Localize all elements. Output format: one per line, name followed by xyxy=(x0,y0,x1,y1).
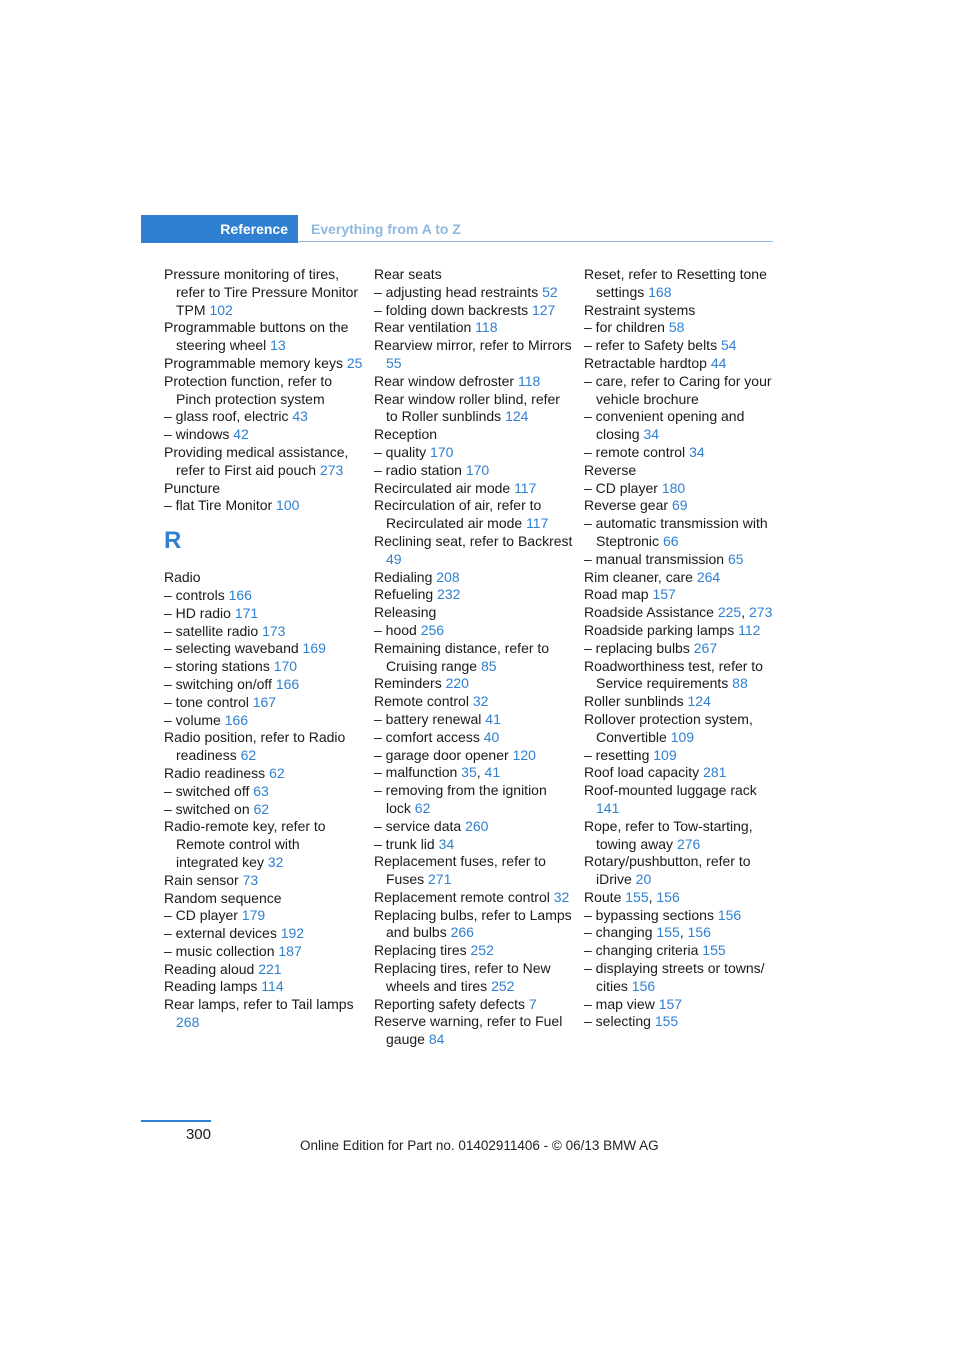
page-reference-link[interactable]: 20 xyxy=(635,871,652,888)
page-reference-link[interactable]: 117 xyxy=(526,515,549,532)
index-entry xyxy=(374,444,574,462)
index-entry-text: Rear lamps, refer to Tail lamps xyxy=(164,996,354,1013)
index-entry-text: Remote control xyxy=(374,693,469,710)
index-entry xyxy=(164,266,364,319)
index-entry xyxy=(584,302,784,320)
index-entry-text: – map view xyxy=(584,995,655,1012)
page-reference-link[interactable]: 55 xyxy=(386,354,402,371)
index-entry-text: Retractable hardtop xyxy=(584,354,707,371)
page-reference-link[interactable]: 252 xyxy=(470,942,494,959)
page-reference-link[interactable]: 34 xyxy=(643,426,660,443)
page-reference-link[interactable]: 118 xyxy=(475,319,498,336)
page-reference-link[interactable]: 187 xyxy=(278,942,302,959)
index-column-1 xyxy=(164,266,364,1032)
index-entry xyxy=(164,978,364,996)
page-reference-link[interactable]: 109 xyxy=(653,746,677,763)
page-reference-link[interactable]: 124 xyxy=(505,408,529,425)
index-entry-text: – HD radio xyxy=(164,604,231,621)
page-reference-link[interactable]: 252 xyxy=(491,977,515,994)
index-entry-text: – quality xyxy=(374,443,427,460)
index-entry xyxy=(584,853,784,889)
page-reference-link[interactable]: 85 xyxy=(480,657,497,674)
index-entry-text: Reset, refer to Resetting tone settings xyxy=(584,266,767,300)
index-column-3 xyxy=(584,266,784,1031)
index-entry xyxy=(164,497,364,515)
index-entry-text: – CD player xyxy=(584,479,658,496)
index-entry-text: – switching on/off xyxy=(164,675,272,692)
index-entry xyxy=(584,497,784,515)
index-entry xyxy=(374,640,574,676)
index-entry xyxy=(164,907,364,925)
page-reference-link[interactable]: 157 xyxy=(652,586,676,603)
index-entry-text: Replacing bulbs, refer to Lamps and bulbs xyxy=(374,906,572,941)
index-entry-text: – garage door opener xyxy=(374,746,509,763)
page-reference-link[interactable]: 66 xyxy=(662,532,679,549)
page-reference-link[interactable]: 173 xyxy=(262,622,286,639)
page-reference-link[interactable]: 155 xyxy=(654,1013,679,1030)
page-reference-link[interactable]: 25 xyxy=(346,354,363,371)
page-reference-link[interactable]: 276 xyxy=(676,835,701,852)
index-entry-text: Roof load capacity xyxy=(584,764,700,781)
page-reference-link[interactable]: 7 xyxy=(528,995,537,1012)
index-entry xyxy=(584,462,784,480)
page-reference-link[interactable]: 180 xyxy=(661,479,686,496)
page-reference-link[interactable]: 267 xyxy=(693,639,718,656)
page-reference-link[interactable]: 192 xyxy=(280,925,305,942)
index-entry xyxy=(374,729,574,747)
page-reference-link[interactable]: 114 xyxy=(261,978,284,995)
index-entry xyxy=(374,462,574,480)
index-entry xyxy=(164,801,364,819)
index-entry: Roadside Assistance 225, 273 xyxy=(584,604,773,621)
index-entry xyxy=(164,408,364,426)
index-entry xyxy=(374,373,574,391)
index-entry xyxy=(584,640,784,658)
index-entry-text: Reception xyxy=(374,426,438,443)
index-letter-heading: R xyxy=(164,527,182,555)
index-entry xyxy=(164,426,364,444)
index-entry-text: – bypassing sections xyxy=(584,906,714,923)
index-entry xyxy=(164,640,364,658)
index-entry-text: – adjusting head restraints xyxy=(374,283,539,300)
index-entry xyxy=(584,515,784,551)
index-entry xyxy=(374,622,574,640)
page-reference-link[interactable]: 232 xyxy=(437,586,461,603)
index-entry xyxy=(584,569,784,587)
index-entry xyxy=(164,783,364,801)
page-reference-link[interactable]: 44 xyxy=(710,354,727,371)
page-reference-link[interactable]: 260 xyxy=(465,817,489,834)
page-reference-link[interactable]: 225 xyxy=(717,604,742,621)
index-entry xyxy=(374,319,574,337)
page-reference-link[interactable]: 221 xyxy=(258,960,282,977)
page-reference-link[interactable]: 13 xyxy=(270,337,286,354)
index-entry xyxy=(374,497,574,533)
index-entry xyxy=(164,480,364,498)
index-entry-text: Random sequence xyxy=(164,889,282,906)
index-entry xyxy=(584,266,784,302)
index-entry-text: – removing from the ignition lock xyxy=(374,782,547,816)
index-entry-text: Radio-remote key, refer to Remote control with integrated key xyxy=(164,818,326,870)
index-entry-text: – remote control xyxy=(584,443,686,460)
index-entry-text: Recirculated air mode xyxy=(374,479,511,496)
index-entry xyxy=(374,675,574,693)
index-entry xyxy=(374,818,574,836)
index-entry xyxy=(374,996,574,1014)
index-entry xyxy=(164,872,364,890)
index-entry xyxy=(374,836,574,854)
index-entry-text: Rain sensor xyxy=(164,871,239,888)
index-entry xyxy=(374,693,574,711)
page-reference-link[interactable]: 166 xyxy=(228,586,252,603)
index-entry xyxy=(374,889,574,907)
index-entry xyxy=(374,604,574,622)
index-entry xyxy=(374,960,574,996)
index-entry-text: – resetting xyxy=(584,746,650,763)
index-entry-text: Replacement fuses, refer to Fuses xyxy=(374,853,546,888)
index-entry-text: – CD player xyxy=(164,907,238,924)
index-entry-text: Reserve warning, refer to Fuel gauge xyxy=(374,1013,563,1048)
index-entry xyxy=(584,942,784,960)
page-reference-link[interactable]: 117 xyxy=(514,479,537,496)
index-entry-text: – volume xyxy=(164,711,221,728)
page-reference-link[interactable]: 141 xyxy=(596,799,620,816)
index-entry xyxy=(584,764,784,782)
index-entry-text: – manual transmission xyxy=(584,550,725,567)
index-entry-text: Restraint systems xyxy=(584,301,696,318)
index-entry-text: Reading lamps xyxy=(164,978,258,995)
page-reference-link[interactable]: 54 xyxy=(720,337,737,354)
page-reference-link[interactable]: 166 xyxy=(275,675,300,692)
page-reference-link[interactable]: 156 xyxy=(656,888,680,905)
index-entry xyxy=(164,605,364,623)
index-entry xyxy=(164,373,364,409)
page-number-rule xyxy=(141,1120,211,1122)
index-entry-text: Remaining distance, refer to Cruising range xyxy=(374,639,550,674)
index-entry-text: Rear window defroster xyxy=(374,372,515,389)
page-reference-link[interactable]: 127 xyxy=(531,301,556,318)
page-reference-link[interactable]: 88 xyxy=(732,675,748,692)
page-reference-link[interactable]: 166 xyxy=(224,711,249,728)
page-reference-link[interactable]: 155 xyxy=(702,942,726,959)
index-entry xyxy=(584,551,784,569)
page-reference-link[interactable]: 271 xyxy=(428,871,452,888)
index-entry-text: Rollover protection system, Convertible xyxy=(584,710,753,745)
index-entry xyxy=(374,942,574,960)
index-entry-text: Rearview mirror, refer to Mirrors xyxy=(374,337,572,354)
page-reference-link[interactable]: 168 xyxy=(648,283,672,300)
index-entry xyxy=(584,818,784,854)
index-entry xyxy=(374,284,574,302)
page-reference-link[interactable]: 124 xyxy=(687,693,711,710)
index-entry-text: – automatic transmission with Steptronic xyxy=(584,515,768,549)
index-entry-text: – trunk lid xyxy=(374,835,435,852)
page-reference-link[interactable]: 266 xyxy=(450,924,474,941)
index-entry-text: Reverse xyxy=(584,461,637,478)
index-entry xyxy=(164,961,364,979)
page-number: 300 xyxy=(185,1126,211,1143)
index-entry-text: – storing stations xyxy=(164,658,270,675)
page-reference-link[interactable]: 69 xyxy=(671,497,688,514)
index-entry-text: Replacement remote control xyxy=(374,888,550,905)
index-entry xyxy=(584,355,784,373)
index-entry-text: Route xyxy=(584,888,622,905)
page-reference-link[interactable]: 49 xyxy=(386,550,402,567)
index-entry xyxy=(584,373,784,409)
index-entry xyxy=(164,658,364,676)
index-entry xyxy=(164,925,364,943)
index-entry-text: Reminders xyxy=(374,675,442,692)
page-reference-link[interactable]: 268 xyxy=(176,1014,200,1031)
index-entry-text: Roadside parking lamps xyxy=(584,621,735,638)
page-reference-link[interactable]: 156 xyxy=(631,977,656,994)
index-entry xyxy=(374,711,574,729)
page-reference-link[interactable]: 32 xyxy=(553,888,570,905)
page-reference-link[interactable]: 156 xyxy=(687,924,711,941)
index-entry xyxy=(584,586,784,604)
page-reference-link[interactable]: 169 xyxy=(302,640,326,657)
index-entry-text: – displaying streets or towns/ cities xyxy=(584,960,765,994)
page-reference-link[interactable]: 170 xyxy=(430,443,454,460)
page-reference-link[interactable]: 155 xyxy=(656,924,680,941)
index-entry-text: Roller sunblinds xyxy=(584,693,684,710)
index-entry xyxy=(164,943,364,961)
index-entry xyxy=(584,907,784,925)
index-entry-text: – windows xyxy=(164,426,230,443)
index-column-2 xyxy=(374,266,574,1049)
index-entry-text: Reverse gear xyxy=(584,497,669,514)
page-reference-link[interactable]: 102 xyxy=(209,301,233,318)
page-reference-link[interactable]: 63 xyxy=(253,782,269,799)
index-entry xyxy=(584,658,784,694)
section-subtitle: Everything from A to Z xyxy=(311,221,461,237)
page-reference-link[interactable]: 41 xyxy=(484,764,501,781)
index-entry xyxy=(374,337,574,373)
page-reference-link[interactable]: 84 xyxy=(428,1031,445,1048)
index-entry xyxy=(584,408,784,444)
index-entry-text: Rear ventilation xyxy=(374,319,472,336)
index-entry xyxy=(164,587,364,605)
page-reference-link[interactable]: 32 xyxy=(267,853,284,870)
index-entry-text: – comfort access xyxy=(374,728,480,745)
page-reference-link[interactable]: 112 xyxy=(738,621,761,638)
index-entry xyxy=(164,319,364,355)
page-reference-link[interactable]: 62 xyxy=(240,747,257,764)
index-entry-text: – selecting waveband xyxy=(164,640,299,657)
page-reference-link[interactable]: 41 xyxy=(485,710,501,727)
index-entry-text: – care, refer to Caring for your vehicle brochure xyxy=(584,372,772,407)
page-reference-link[interactable]: 62 xyxy=(253,800,270,817)
index-entry-text: Puncture xyxy=(164,479,221,496)
index-entry: Route 155, 156 xyxy=(584,888,680,905)
index-entry-text: Replacing tires xyxy=(374,942,467,959)
index-entry-text: – selecting xyxy=(584,1013,651,1030)
index-entry-text: Protection function, refer to Pinch protection system xyxy=(164,372,333,407)
index-entry xyxy=(374,586,574,604)
index-entry xyxy=(584,693,784,711)
index-entry xyxy=(164,765,364,783)
index-entry-text: Roadside Assistance xyxy=(584,604,714,621)
page-reference-link[interactable]: 34 xyxy=(689,443,705,460)
index-entry xyxy=(584,622,784,640)
page-reference-link[interactable]: 156 xyxy=(717,906,742,923)
index-entry xyxy=(584,480,784,498)
page-reference-link[interactable]: 35 xyxy=(461,764,477,781)
page-reference-link[interactable]: 256 xyxy=(420,621,445,638)
page-reference-link[interactable]: 109 xyxy=(670,728,695,745)
page-reference-link[interactable]: 170 xyxy=(273,658,298,675)
page-reference-link[interactable]: 100 xyxy=(276,497,300,514)
index-entry-text: Recirculation of air, refer to Recirculated air mode xyxy=(374,497,542,532)
page-reference-link[interactable]: 120 xyxy=(512,746,536,763)
index-entry-text: Radio xyxy=(164,569,201,586)
page-reference-link[interactable]: 62 xyxy=(414,799,431,816)
page-reference-link[interactable]: 58 xyxy=(668,319,685,336)
index-entry xyxy=(374,853,574,889)
index-entry xyxy=(374,480,574,498)
index-entry xyxy=(164,444,364,480)
index-entry-text: – changing xyxy=(584,924,653,941)
index-entry xyxy=(164,355,364,373)
index-entry-text: – music collection xyxy=(164,942,275,959)
page-reference-link[interactable]: 42 xyxy=(233,426,249,443)
index-entry-text: – replacing bulbs xyxy=(584,639,690,656)
index-entry-text: Redialing xyxy=(374,568,433,585)
index-entry-text: Rim cleaner, care xyxy=(584,568,693,585)
index-entry-text: Road map xyxy=(584,586,649,603)
index-entry xyxy=(164,569,364,587)
page-reference-link[interactable]: 118 xyxy=(517,372,541,389)
page-reference-link[interactable]: 65 xyxy=(727,550,744,567)
index-entry xyxy=(374,1013,574,1049)
index-entry xyxy=(374,569,574,587)
index-entry-text: – radio station xyxy=(374,461,462,478)
index-entry xyxy=(164,712,364,730)
index-entry xyxy=(374,302,574,320)
index-entry xyxy=(374,782,574,818)
index-entry-text: Replacing tires, refer to New wheels and tires xyxy=(374,960,551,994)
index-entry xyxy=(164,996,364,1032)
index-entry-text: Programmable buttons on the steering wheel xyxy=(164,319,349,354)
index-entry xyxy=(374,747,574,765)
index-entry xyxy=(374,391,574,427)
index-entry-text: Roof-mounted luggage rack xyxy=(584,782,757,799)
index-entry xyxy=(164,676,364,694)
index-entry-text: – controls xyxy=(164,586,225,603)
index-entry xyxy=(164,623,364,641)
header-rule xyxy=(298,241,773,242)
index-entry xyxy=(584,996,784,1014)
index-entry-text: Providing medical assistance, refer to First aid pouch xyxy=(164,443,349,478)
index-entry: – changing 155, 156 xyxy=(584,924,711,941)
index-entry-text: – for children xyxy=(584,319,665,336)
index-entry xyxy=(164,694,364,712)
index-entry-text: – satellite radio xyxy=(164,622,259,639)
index-entry xyxy=(584,444,784,462)
index-entry xyxy=(584,319,784,337)
page-reference-link[interactable]: 170 xyxy=(465,461,490,478)
page-reference-link[interactable]: 220 xyxy=(445,675,469,692)
index-entry-text: – flat Tire Monitor xyxy=(164,497,273,514)
page-reference-link[interactable]: 157 xyxy=(658,995,683,1012)
index-entry-text: Programmable memory keys xyxy=(164,354,343,371)
index-entry-text: Roadworthiness test, refer to Service requirements xyxy=(584,657,763,692)
index-entry-text: Reclining seat, refer to Backrest xyxy=(374,532,573,549)
index-entry-text: Rear window roller blind, refer to Roller sunblinds xyxy=(374,390,560,425)
index-entry xyxy=(374,533,574,569)
index-entry xyxy=(584,960,784,996)
index-entry-text: – convenient opening and closing xyxy=(584,408,745,443)
index-entry-text: – refer to Safety belts xyxy=(584,337,718,354)
page-reference-link[interactable]: 208 xyxy=(436,568,460,585)
index-entry-text: – external devices xyxy=(164,925,277,942)
page-reference-link[interactable]: 52 xyxy=(542,283,558,300)
page-reference-link[interactable]: 73 xyxy=(242,871,259,888)
page-reference-link[interactable]: 264 xyxy=(696,568,721,585)
page-reference-link[interactable]: 273 xyxy=(319,461,344,478)
index-entry xyxy=(584,747,784,765)
page-reference-link[interactable]: 43 xyxy=(292,408,308,425)
page-reference-link[interactable]: 167 xyxy=(252,693,277,710)
index-entry-text: Reading aloud xyxy=(164,960,255,977)
index-entry-text: Rear seats xyxy=(374,266,442,282)
page-reference-link[interactable]: 281 xyxy=(703,764,727,781)
index-entry-text: Radio readiness xyxy=(164,764,266,781)
page-reference-link[interactable]: 32 xyxy=(472,693,489,710)
footer-text: Online Edition for Part no. 01402911406 - © 06/13 BMW AG xyxy=(300,1138,659,1153)
index-entry-text: – glass roof, electric xyxy=(164,408,289,425)
index-entry-text: Pressure monitoring of tires, refer to Tire Pressure Monitor TPM xyxy=(164,266,359,318)
index-entry-text: – service data xyxy=(374,817,462,834)
index-entry xyxy=(164,890,364,908)
index-entry xyxy=(374,266,574,284)
index-entry-text: – folding down backrests xyxy=(374,301,529,318)
index-entry-text: – battery renewal xyxy=(374,710,482,727)
index-entry xyxy=(164,818,364,871)
index-entry xyxy=(164,729,364,765)
index-entry-text: Rope, refer to Tow-starting, towing away xyxy=(584,817,753,852)
index-entry-text: – changing criteria xyxy=(584,942,699,959)
page-reference-link[interactable]: 40 xyxy=(483,728,500,745)
index-entry-text: – tone control xyxy=(164,693,249,710)
index-entry-text: – switched off xyxy=(164,782,250,799)
page-reference-link[interactable]: 34 xyxy=(438,835,455,852)
index-entry-text: Rotary/pushbutton, refer to iDrive xyxy=(584,853,751,888)
index-entry-text: – switched on xyxy=(164,800,250,817)
page-reference-link[interactable]: 179 xyxy=(241,907,266,924)
index-entry xyxy=(374,907,574,943)
index-entry-text: – hood xyxy=(374,621,417,638)
index-entry-text: Radio position, refer to Radio readiness xyxy=(164,729,346,764)
index-entry xyxy=(584,337,784,355)
index-entry xyxy=(584,711,784,747)
page-reference-link[interactable]: 171 xyxy=(234,604,259,621)
page-header xyxy=(141,215,773,243)
section-tab: Reference xyxy=(141,215,298,243)
index-entry xyxy=(374,426,574,444)
index-entry: – malfunction 35, 41 xyxy=(374,764,501,781)
index-entry xyxy=(584,782,784,818)
index-entry-text: Refueling xyxy=(374,586,434,603)
index-entry-text: Releasing xyxy=(374,604,437,621)
page-reference-link[interactable]: 155 xyxy=(625,888,649,905)
index-entry-text: Reporting safety defects xyxy=(374,995,525,1012)
index-entry xyxy=(584,1013,784,1031)
index-entry-text: – malfunction xyxy=(374,764,458,781)
page-reference-link[interactable]: 273 xyxy=(749,604,773,621)
page-reference-link[interactable]: 62 xyxy=(269,764,285,781)
